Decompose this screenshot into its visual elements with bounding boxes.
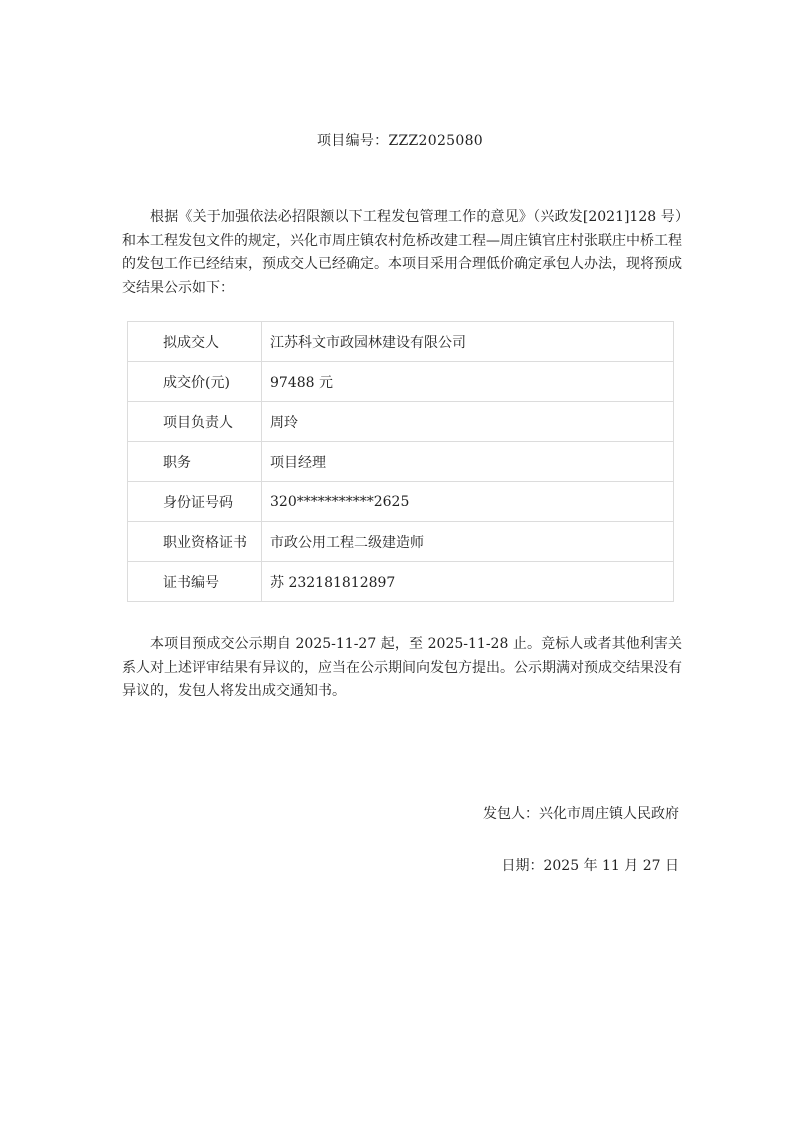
row-label-id-number: 身份证号码 — [128, 482, 262, 522]
table-row — [128, 562, 674, 602]
row-label-price: 成交价(元) — [128, 362, 262, 402]
table-row — [128, 442, 674, 482]
row-value-position: 项目经理 — [262, 442, 674, 482]
row-label-position: 职务 — [128, 442, 262, 482]
row-value-winner: 江苏科文市政园林建设有限公司 — [262, 322, 674, 362]
row-value-manager: 周玲 — [262, 402, 674, 442]
issuer-line: 发包人：兴化市周庄镇人民政府 — [483, 806, 679, 822]
intro-paragraph: 根据《关于加强依法必招限额以下工程发包管理工作的意见》（兴政发[2021]128 号）和本工程发包文件的规定，兴化市周庄镇农村危桥改建工程—周庄镇官庄村张联庄中桥工程的发包工作已经结束，预成交人已经确定。本项目采用合理低价确定承包人办法，现将预成交结果公示如下： — [122, 209, 682, 296]
project-number: 项目编号：ZZZ2025080 — [316, 133, 484, 149]
award-info-table — [127, 321, 674, 602]
row-value-price: 97488 元 — [262, 362, 674, 402]
row-value-certificate-number: 苏 232181812897 — [262, 562, 674, 602]
row-label-certificate-number: 证书编号 — [128, 562, 262, 602]
row-label-qualification: 职业资格证书 — [128, 522, 262, 562]
row-label-manager: 项目负责人 — [128, 402, 262, 442]
date-line: 日期：2025 年 11 月 27 日 — [501, 858, 679, 874]
table-row — [128, 362, 674, 402]
table-row — [128, 482, 674, 522]
table-row — [128, 522, 674, 562]
row-label-winner: 拟成交人 — [128, 322, 262, 362]
row-value-qualification: 市政公用工程二级建造师 — [262, 522, 674, 562]
row-value-id-number: 320***********2625 — [262, 482, 674, 522]
publicity-period-paragraph: 本项目预成交公示期自 2025-11-27 起，至 2025-11-28 止。竞标人或者其他利害关系人对上述评审结果有异议的，应当在公示期间向发包方提出。公示期满对预成交结果没有异议的，发包人将发出成交通知书。 — [122, 636, 682, 699]
table-row — [128, 322, 674, 362]
table-row — [128, 402, 674, 442]
